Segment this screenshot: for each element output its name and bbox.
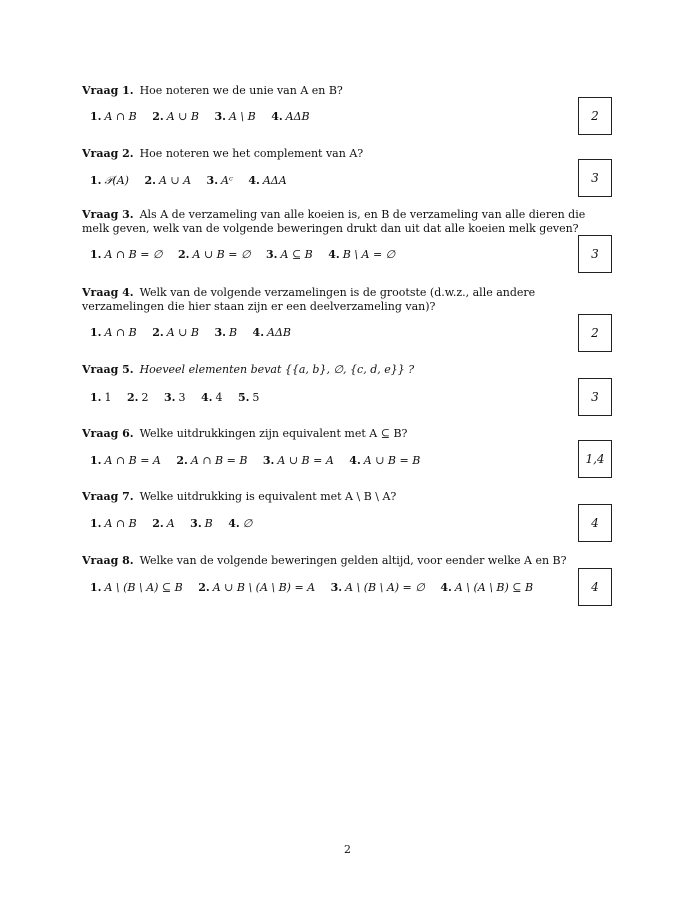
answer-box: 3 — [578, 378, 612, 416]
page-number: 2 — [344, 843, 351, 856]
option-1: 1. 1 — [90, 391, 112, 404]
options — [90, 391, 271, 404]
answer-box: 4 — [578, 568, 612, 606]
question-text: Welk van de volgende verzamelingen is de grootste (d.w.z., alle andere verzamelingen die hier staan zijn er een deelverzameling van)? — [82, 286, 536, 313]
question-label: Vraag 5. — [82, 363, 134, 376]
option-4: 4. AΔB — [271, 110, 310, 123]
option-1: 1. 𝒫(A) — [90, 174, 129, 187]
question-text: Welke uitdrukking is equivalent met A \ B \ A? — [139, 490, 397, 503]
question-text: Welke van de volgende beweringen gelden altijd, voor eender welke A en B? — [139, 554, 567, 567]
option-3: 3. Aᶜ — [206, 174, 233, 187]
question-text: Als A de verzameling van alle koeien is, en B de verzameling van alle dieren die melk geven, welk van de volgende beweringen drukt dan uit dat alle koeien melk geven? — [82, 208, 586, 235]
option-2: 2. A ∪ A — [144, 174, 192, 187]
option-2: 2. A ∩ B = B — [176, 454, 248, 467]
answer-box: 4 — [578, 504, 612, 542]
options — [90, 454, 432, 467]
option-2: 2. A ∪ B = ∅ — [178, 248, 251, 261]
option-2: 2. A ∪ B — [152, 110, 199, 123]
question-6 — [82, 427, 614, 467]
option-3: 3. A \ (B \ A) = ∅ — [330, 581, 425, 594]
option-3: 3. B — [214, 326, 238, 339]
option-4: 4. AΔA — [248, 174, 287, 187]
question-label: Vraag 7. — [82, 490, 134, 503]
options — [90, 326, 303, 339]
option-4: 4. 4 — [200, 391, 223, 404]
answer-box: 2 — [578, 314, 612, 352]
option-4: 4. A \ (A \ B) ⊆ B — [440, 581, 534, 594]
option-2: 2. A ∪ B — [152, 326, 199, 339]
option-2: 2. A ∪ B \ (A \ B) = A — [198, 581, 316, 594]
options — [90, 110, 322, 123]
option-3: 3. A ∪ B = A — [262, 454, 334, 467]
question-label: Vraag 8. — [82, 554, 134, 567]
question-3 — [82, 208, 614, 261]
question-text: Hoeveel elementen bevat {{a, b}, ∅, {c, d, e}} ? — [139, 363, 415, 376]
question-7 — [82, 490, 614, 530]
question-8 — [82, 554, 614, 594]
option-3: 3. B — [190, 517, 213, 530]
question-2 — [82, 147, 614, 187]
option-3: 3. A ⊆ B — [266, 248, 313, 261]
answer-box: 2 — [578, 97, 612, 135]
answer-box: 3 — [578, 159, 612, 197]
question-text: Hoe noteren we de unie van A en B? — [139, 84, 343, 97]
option-1: 1. A ∩ B = A — [90, 454, 161, 467]
question-label: Vraag 4. — [82, 286, 134, 299]
options — [90, 581, 545, 594]
question-text: Hoe noteren we het complement van A? — [139, 147, 364, 160]
question-label: Vraag 2. — [82, 147, 134, 160]
options — [90, 517, 264, 530]
options — [90, 248, 407, 261]
option-3: 3. A \ B — [214, 110, 256, 123]
option-1: 1. A ∩ B = ∅ — [90, 248, 163, 261]
question-4 — [82, 286, 614, 340]
answer-box: 3 — [578, 235, 612, 273]
question-text: Welke uitdrukkingen zijn equivalent met A ⊆ B? — [139, 427, 408, 440]
option-1: 1. A ∩ B — [90, 326, 137, 339]
question-label: Vraag 1. — [82, 84, 134, 97]
option-1: 1. A ∩ B — [90, 517, 137, 530]
option-2: 2. 2 — [126, 391, 149, 404]
option-4: 4. B \ A = ∅ — [328, 248, 396, 261]
option-3: 3. 3 — [163, 391, 186, 404]
question-1 — [82, 84, 614, 123]
option-4: 4. AΔB — [252, 326, 292, 339]
option-4: 4. A ∪ B = B — [349, 454, 421, 467]
option-1: 1. A \ (B \ A) ⊆ B — [90, 581, 183, 594]
question-label: Vraag 6. — [82, 427, 134, 440]
options — [90, 174, 299, 188]
question-label: Vraag 3. — [82, 208, 134, 221]
answer-box: 1,4 — [578, 440, 612, 478]
question-5 — [82, 363, 614, 404]
option-5: 5. 5 — [237, 391, 260, 404]
option-2: 2. A — [152, 517, 175, 530]
option-1: 1. A ∩ B — [90, 110, 137, 123]
option-4: 4. ∅ — [228, 517, 253, 530]
